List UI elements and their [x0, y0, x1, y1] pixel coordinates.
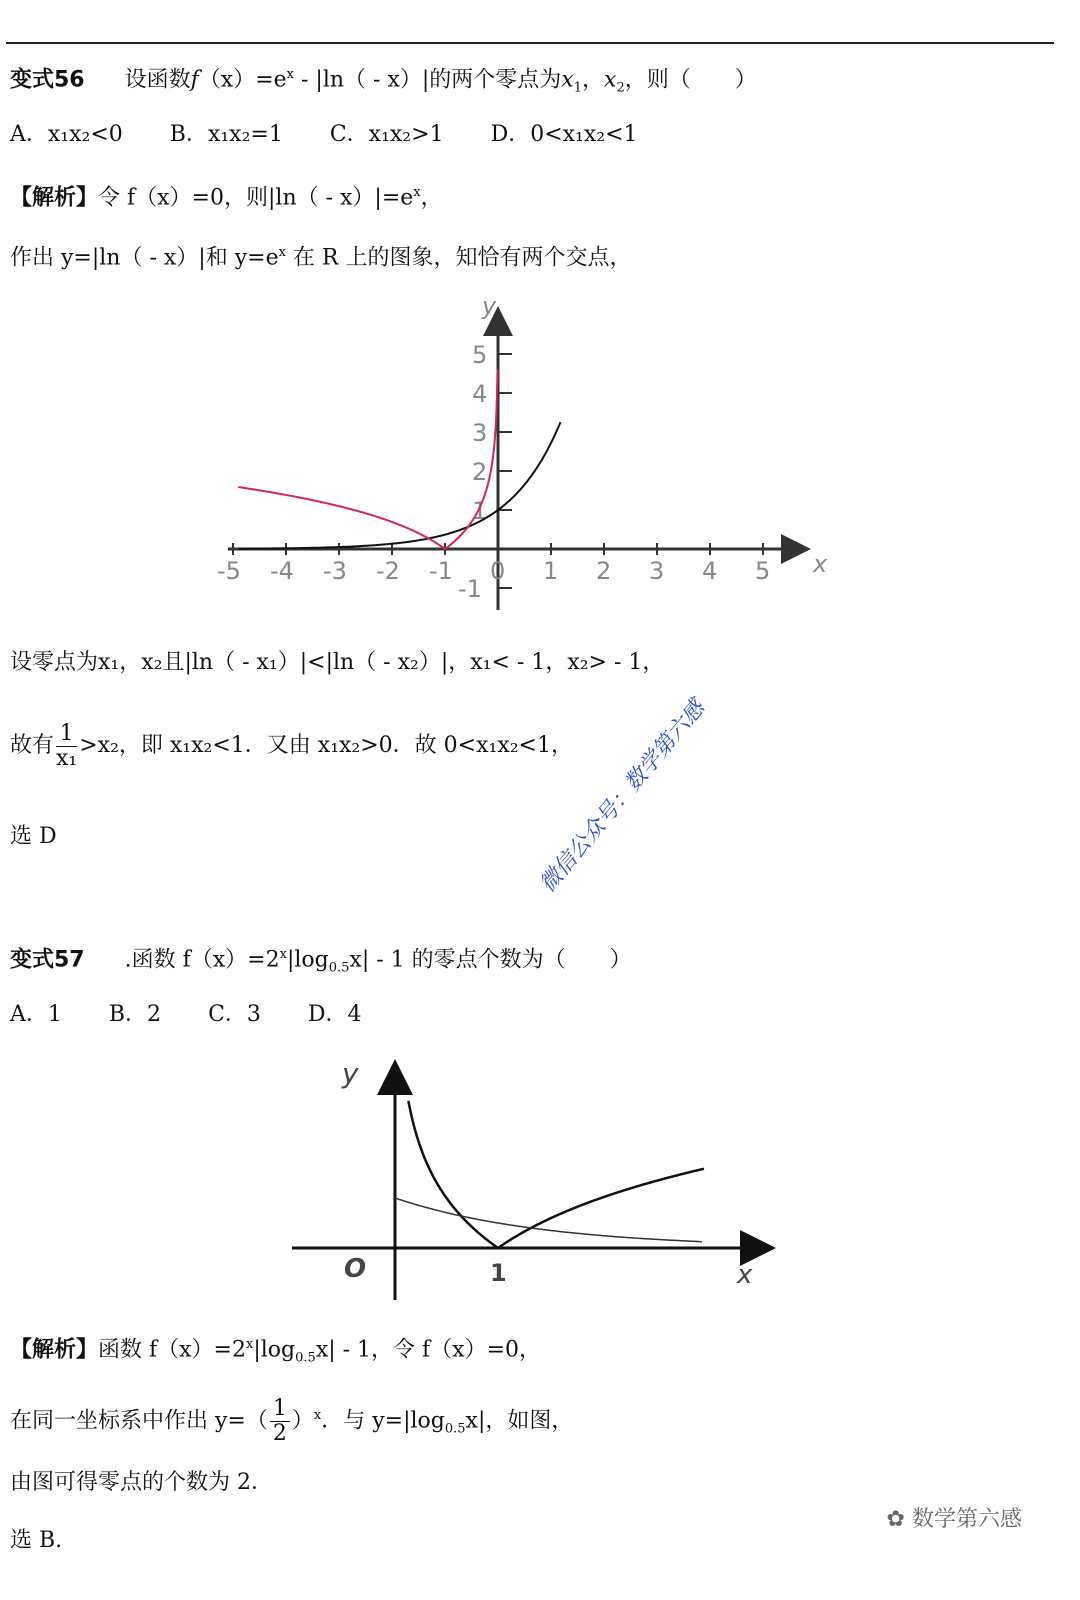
problem-56-options: [10, 120, 638, 150]
top-rule: [6, 42, 1054, 44]
problem-56-solution-line-4: 故有 $\frac{1}{\text{x₁}}$ >x₂，即 x₁x₂<1．又由 x₁x₂>0．故 0<x₁x₂<1，: [10, 720, 573, 771]
y-tick-label: 4: [472, 380, 488, 408]
curve-exp-x: [238, 422, 560, 549]
curve-abs-ln-neg-x: [238, 369, 497, 549]
x-tick-label: -1: [429, 557, 453, 585]
option-b: B．2: [108, 1002, 162, 1027]
problem-57-label: 变式57: [10, 947, 85, 973]
problem-56-solution-line-1: 【解析】令 f（x）=0，则$|\ln( - x)|=e^x$，: [10, 185, 443, 211]
y-tick-label: 1: [472, 497, 488, 525]
y-axis-label: y: [482, 292, 497, 320]
option-a: A．1: [10, 1002, 62, 1027]
x-tick-label: 0: [490, 557, 506, 585]
fraction-1-over-2: $\frac{1}{2}$: [270, 1397, 290, 1446]
y-tick-label: 3: [472, 419, 488, 447]
problem-57-solution-line-1: 【解析】函数 $f(x)=2^x|\log_{0.5}x| - 1$，令 f（x）=0，: [10, 1337, 542, 1366]
x-tick-label: -4: [270, 557, 294, 585]
option-b: B．x₁x₂=1: [169, 122, 283, 147]
problem-56-answer: 选 D: [10, 824, 57, 849]
graph-57: [290, 1055, 780, 1305]
y-tick-label: 5: [472, 341, 488, 369]
x-tick-label: -2: [376, 557, 400, 585]
problem-56-solution-line-3: 设零点为x₁，x₂且|ln（ - x₁）|<|ln（ - x₂）|，x₁< - 1，x₂> - 1，: [10, 650, 665, 675]
option-d: D．0<x₁x₂<1: [490, 122, 638, 147]
origin-label: O: [344, 1254, 367, 1284]
problem-57-options: [10, 1000, 362, 1030]
problem-57-answer: 选 B.: [10, 1528, 63, 1553]
problem-57-question: 变式57 .函数 $f(x)=2^x|\log_{0.5}x| - 1$ 的零点个数为（ ）: [10, 947, 632, 976]
watermark: 微信公众号：数学第六感: [535, 696, 710, 898]
option-a: A．x₁x₂<0: [10, 122, 123, 147]
y-tick-label: -1: [458, 575, 482, 603]
fraction-1-over-x1: $\frac{1}{\text{x₁}}$: [56, 720, 78, 771]
x-tick-label: 1: [543, 557, 559, 585]
x-tick-label: 5: [755, 557, 771, 585]
problem-57-solution-line-3: 由图可得零点的个数为 2．: [10, 1470, 273, 1495]
x-tick-1: 1: [490, 1259, 507, 1287]
x-tick-label: 3: [649, 557, 665, 585]
problem-56-label: 变式56: [10, 67, 85, 93]
graph-56: [210, 290, 840, 615]
footer-brand: ✿ 数学第六感: [886, 1507, 1022, 1532]
option-c: C．3: [208, 1002, 261, 1027]
problem-56-solution-line-2: 作出 y=|ln（ - x）|和 $y=e^x$ 在 R 上的图象，知恰有两个交点，: [10, 245, 632, 271]
y-tick-label: 2: [472, 458, 488, 486]
option-d: D．4: [307, 1002, 362, 1027]
x-tick-label: -5: [217, 557, 241, 585]
wechat-icon: ✿: [886, 1507, 905, 1532]
problem-56-question: 变式56 设函数$f(x)=e^x - |\ln( - x)|$的两个零点为$x_1$，$x_2$，则（ ）: [10, 67, 757, 96]
x-tick-label: 4: [702, 557, 718, 585]
x-tick-label: -3: [323, 557, 347, 585]
x-tick-label: 2: [596, 557, 612, 585]
x-axis-label: x: [813, 550, 828, 578]
problem-57-solution-line-2: 在同一坐标系中作出 y=（ $\frac{1}{2}$ ）$^x$．与 $y=|\log_{0.5}x|$，如图，: [10, 1395, 574, 1446]
x-axis-label: x: [737, 1260, 753, 1290]
y-axis-label: y: [342, 1057, 359, 1090]
curve-abs-log-half-x: [408, 1101, 704, 1248]
option-c: C．x₁x₂>1: [329, 122, 444, 147]
